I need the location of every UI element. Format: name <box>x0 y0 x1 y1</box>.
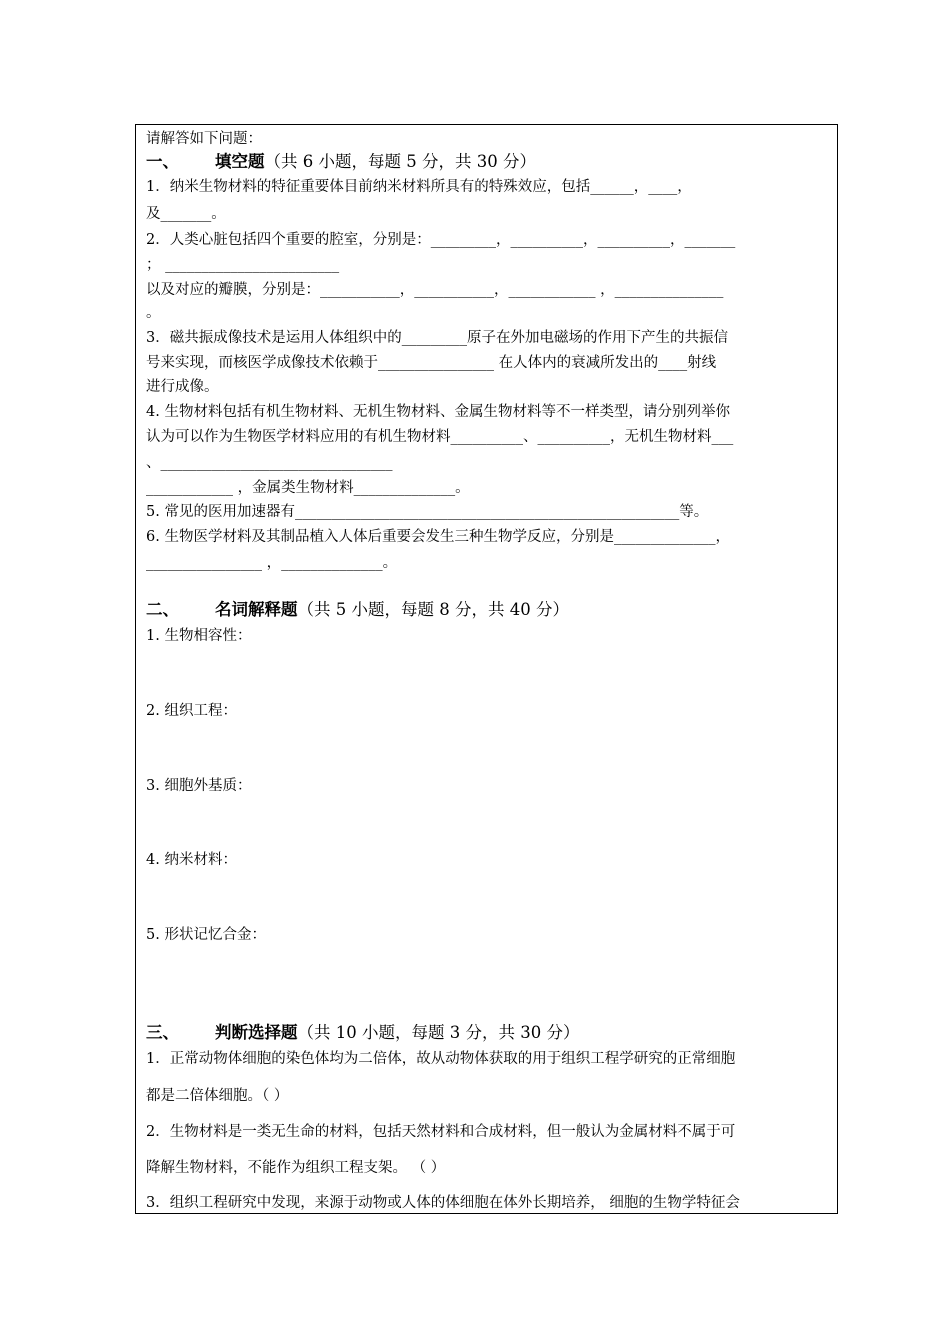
section-3-info: （共 10 小题，每题 3 分，共 30 分） <box>297 1023 580 1042</box>
s3-line: 都是二倍体细胞。（ ） <box>146 1088 289 1104</box>
section-2-title: 名词解释题 <box>215 600 298 619</box>
s2-item: 1. 生物相容性： <box>146 628 252 644</box>
s1-line: 。 <box>146 305 161 321</box>
s1-line: 1．纳米生物材料的特征重要体目前纳米材料所具有的特殊效应，包括______，____， <box>146 179 692 195</box>
s1-line: 号来实现，而核医学成像技术依赖于________________ 在人体内的衰减所发出的____射线 <box>146 355 717 371</box>
s1-line: 5. 常见的医用加速器有_____________________________________________________等。 <box>146 504 709 520</box>
s1-line: 认为可以作为生物医学材料应用的有机生物材料__________、__________，无机生物材料___ <box>146 429 734 445</box>
section-1-heading <box>146 152 536 172</box>
s1-line: 6. 生物医学材料及其制品植入人体后重要会发生三种生物学反应，分别是______________， <box>146 529 730 545</box>
s2-item: 5. 形状记忆合金： <box>146 927 266 943</box>
s1-line: 3．磁共振成像技术是运用人体组织中的_________原子在外加电磁场的作用下产生的共振信 <box>146 330 728 346</box>
section-2-info: （共 5 小题，每题 8 分，共 40 分） <box>297 600 569 619</box>
s2-item: 4. 纳米材料： <box>146 852 237 868</box>
s1-line: 进行成像。 <box>146 379 219 395</box>
section-2-heading <box>146 600 569 620</box>
section-1-info: （共 6 小题，每题 5 分，共 30 分） <box>264 152 536 171</box>
section-1-number: 一、 <box>146 152 179 171</box>
section-3-title: 判断选择题 <box>215 1023 298 1042</box>
intro-text: 请解答如下问题： <box>146 131 262 147</box>
s3-line: 降解生物材料，不能作为组织工程支架。 （ ） <box>146 1160 446 1176</box>
section-2-number: 二、 <box>146 600 179 619</box>
section-3-heading <box>146 1023 579 1043</box>
question-frame <box>135 124 838 1214</box>
section-3-number: 三、 <box>146 1023 179 1042</box>
s1-line: 及_______。 <box>146 206 226 222</box>
section-1-title: 填空题 <box>215 152 265 171</box>
s1-line: 4. 生物材料包括有机生物材料、无机生物材料、金属生物材料等不一样类型，请分别列举你 <box>146 404 730 420</box>
s1-line: ________________ ，______________。 <box>146 555 398 571</box>
s1-line: ； ________________________ <box>146 257 340 273</box>
s1-line: 以及对应的瓣膜，分别是：___________，___________，____________ ，_______________ <box>146 282 724 298</box>
s3-line: 1．正常动物体细胞的染色体均为二倍体，故从动物体获取的用于组织工程学研究的正常细胞 <box>146 1051 736 1067</box>
s3-line: 3．组织工程研究中发现，来源于动物或人体的体细胞在体外长期培养， 细胞的生物学特征会 <box>146 1195 740 1211</box>
s1-line: 2．人类心脏包括四个重要的腔室，分别是：_________，__________，__________，_______ <box>146 232 736 248</box>
s3-line: 2．生物材料是一类无生命的材料，包括天然材料和合成材料，但一般认为金属材料不属于可 <box>146 1124 736 1140</box>
s1-line: 、________________________________ <box>146 455 393 471</box>
s2-item: 3. 细胞外基质： <box>146 778 252 794</box>
s1-line: ____________ ，金属类生物材料______________。 <box>146 480 470 496</box>
s2-item: 2. 组织工程： <box>146 703 237 719</box>
